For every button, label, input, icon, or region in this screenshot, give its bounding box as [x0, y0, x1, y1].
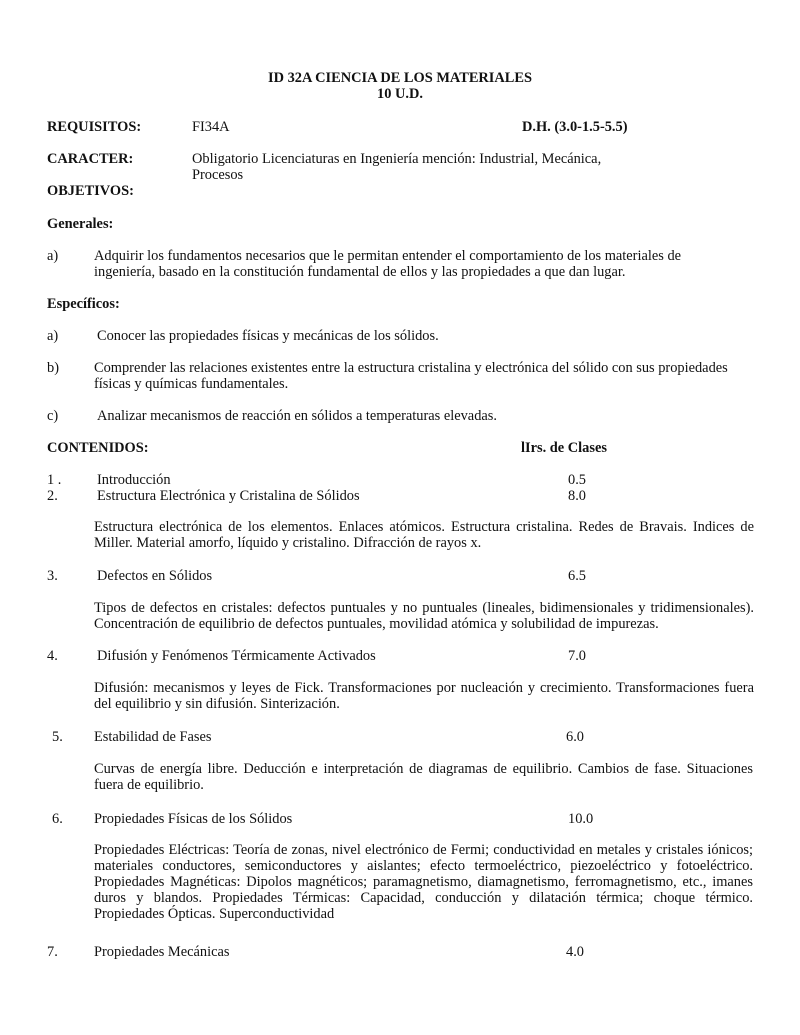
especifico-b-text-line2: físicas y químicas fundamentales.: [94, 376, 289, 392]
content-item-hours: 8.0: [568, 488, 586, 504]
content-item-hours: 7.0: [568, 648, 586, 664]
content-item-title: Propiedades Físicas de los Sólidos: [94, 811, 293, 827]
content-item-description: Difusión: mecanismos y leyes de Fick. Transformaciones por nucleación y crecimiento. Transformaciones fuera del equilibrio y sin difusión. Sinterización.: [94, 680, 754, 712]
content-item-number: 1 .: [47, 472, 62, 488]
content-item-number: 3.: [47, 568, 58, 584]
caracter-label: CARACTER:: [47, 151, 134, 167]
content-item-description: Curvas de energía libre. Deducción e interpretación de diagramas de equilibrio. Cambios de fase. Situaciones fuera de equilibrio.: [94, 761, 753, 793]
requisitos-label: REQUISITOS:: [47, 119, 142, 135]
generales-marker: a): [47, 248, 59, 264]
content-item-number: 5.: [52, 729, 63, 745]
generales-text-line1: Adquirir los fundamentos necesarios que le permitan entender el comportamiento de los materiales de: [94, 248, 682, 264]
content-item-title: Defectos en Sólidos: [97, 568, 213, 584]
content-item-description: Tipos de defectos en cristales: defectos puntuales y no puntuales (lineales, bidimensionales y tridimensionales). Concentración de equilibrio de defectos puntuales, movilidad atómica y solubilidad de impurezas.: [94, 600, 754, 632]
caracter-value-line1: Obligatorio Licenciaturas en Ingeniería mención: Industrial, Mecánica,: [192, 151, 602, 167]
especifico-b-marker: b): [47, 360, 59, 376]
content-item-number: 7.: [47, 944, 58, 960]
especifico-c-text: Analizar mecanismos de reacción en sólidos a temperaturas elevadas.: [97, 408, 497, 424]
course-title: ID 32A CIENCIA DE LOS MATERIALES: [267, 70, 533, 86]
content-item-hours: 6.0: [566, 729, 584, 745]
content-item-description: Propiedades Eléctricas: Teoría de zonas, nivel electrónico de Fermi; conductividad en metales y cristales iónicos; materiales conductores, semiconductores y aislantes; efecto termoeléctrico, piezoeléctrico y fotoeléctrico. Propiedades Magnéticas: Dipolos magnéticos; paramagnetismo, diamagnetismo, ferromagnetismo, etc., imanes duros y blandos. Propiedades Térmicas: Capacidad, conducción y dilatación térmica; choque térmico. Propiedades Ópticas. Superconductividad: [94, 842, 753, 922]
content-item-hours: 6.5: [568, 568, 586, 584]
caracter-value-line2: Procesos: [192, 167, 244, 183]
content-item-title: Propiedades Mecánicas: [94, 944, 230, 960]
dh-value: D.H. (3.0-1.5-5.5): [522, 119, 628, 135]
course-units: 10 U.D.: [377, 86, 423, 102]
content-item-title: Estructura Electrónica y Cristalina de Sólidos: [97, 488, 360, 504]
content-item-title: Difusión y Fenómenos Térmicamente Activados: [97, 648, 376, 664]
content-item-description: Estructura electrónica de los elementos. Enlaces atómicos. Estructura cristalina. Redes de Bravais. Indices de Miller. Material amorfo, líquido y cristalino. Difracción de rayos x.: [94, 519, 754, 551]
content-item-hours: 4.0: [566, 944, 584, 960]
objetivos-label: OBJETIVOS:: [47, 183, 134, 199]
content-item-number: 6.: [52, 811, 63, 827]
generales-label: Generales:: [47, 216, 114, 232]
content-item-hours: 0.5: [568, 472, 586, 488]
especifico-c-marker: c): [47, 408, 59, 424]
contenidos-label: CONTENIDOS:: [47, 440, 149, 456]
especifico-a-marker: a): [47, 328, 59, 344]
content-item-number: 4.: [47, 648, 58, 664]
content-item-number: 2.: [47, 488, 58, 504]
content-item-hours: 10.0: [568, 811, 594, 827]
especificos-label: Específicos:: [47, 296, 120, 312]
hours-header: lIrs. de Clases: [521, 440, 607, 456]
especifico-a-text: Conocer las propiedades físicas y mecánicas de los sólidos.: [97, 328, 439, 344]
generales-text-line2: ingeniería, basado en la constitución fundamental de ellos y las propiedades a que dan lugar.: [94, 264, 626, 280]
content-item-title: Estabilidad de Fases: [94, 729, 212, 745]
content-item-title: Introducción: [97, 472, 171, 488]
especifico-b-text-line1: Comprender las relaciones existentes entre la estructura cristalina y electrónica del sólido con sus propiedades: [94, 360, 728, 376]
requisitos-value: FI34A: [192, 119, 230, 135]
